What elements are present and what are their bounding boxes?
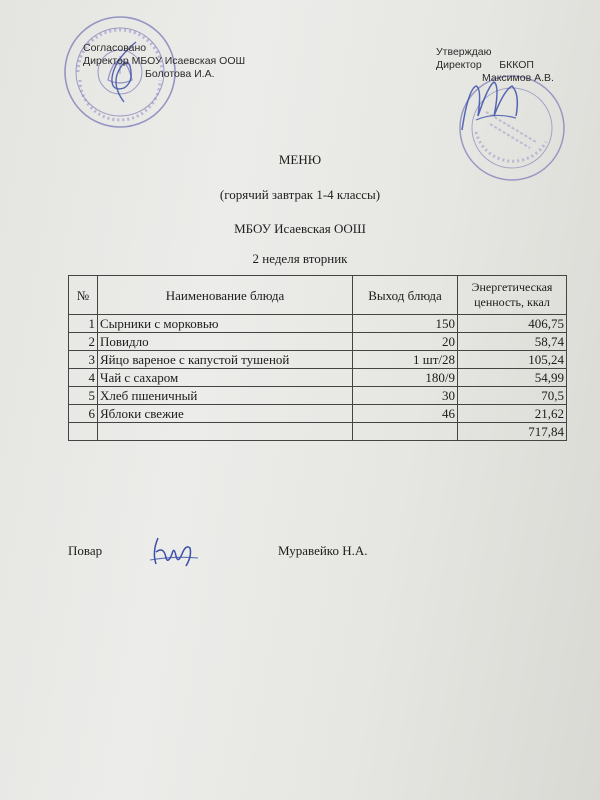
confirmation-line3: Максимов А.В.	[482, 72, 554, 84]
header-output: Выход блюда	[353, 276, 458, 315]
table-row	[69, 333, 567, 351]
confirmation-block	[436, 46, 554, 85]
row-output: 180/9	[353, 369, 458, 387]
row-energy: 70,5	[458, 387, 567, 405]
row-dish-name: Хлеб пшеничный	[98, 387, 353, 405]
total-energy: 717,84	[458, 423, 567, 441]
cook-role: Повар	[68, 543, 103, 558]
table-row	[69, 351, 567, 369]
table-row	[69, 315, 567, 333]
approval-line1: Согласовано	[83, 42, 147, 54]
cook-name: Муравейко Н.А.	[278, 543, 368, 558]
row-output: 1 шт/28	[353, 351, 458, 369]
row-dish-name: Яблоки свежие	[98, 405, 353, 423]
school-name: МБОУ Исаевская ООШ	[234, 221, 366, 236]
row-dish-name: Чай с сахаром	[98, 369, 353, 387]
row-number: 5	[69, 387, 98, 405]
week-day: 2 неделя вторник	[252, 251, 348, 266]
row-dish-name: Сырники с морковью	[98, 315, 353, 333]
total-empty-cell	[98, 423, 353, 441]
row-number: 1	[69, 315, 98, 333]
header-dish-name: Наименование блюда	[98, 276, 353, 315]
table-row	[69, 369, 567, 387]
row-number: 6	[69, 405, 98, 423]
menu-table	[68, 275, 567, 441]
row-dish-name: Яйцо вареное с капустой тушеной	[98, 351, 353, 369]
confirmation-line2: Директор БККОП	[436, 59, 534, 71]
table-row	[69, 387, 567, 405]
row-output: 20	[353, 333, 458, 351]
row-number: 4	[69, 369, 98, 387]
table-total-row	[69, 423, 567, 441]
approval-line3: Болотова И.А.	[145, 68, 215, 80]
row-output: 150	[353, 315, 458, 333]
approval-block	[83, 42, 245, 81]
row-output: 30	[353, 387, 458, 405]
row-energy: 406,75	[458, 315, 567, 333]
total-empty-cell	[353, 423, 458, 441]
row-energy: 21,62	[458, 405, 567, 423]
cook-signature	[144, 530, 204, 572]
row-energy: 105,24	[458, 351, 567, 369]
row-output: 46	[353, 405, 458, 423]
confirmation-line1: Утверждаю	[436, 46, 492, 58]
header-energy: Энергетическая ценность, ккал	[458, 276, 567, 315]
row-number: 3	[69, 351, 98, 369]
table-header-row	[69, 276, 567, 315]
header-number: №	[69, 276, 98, 315]
row-dish-name: Повидло	[98, 333, 353, 351]
total-empty-cell	[69, 423, 98, 441]
row-energy: 54,99	[458, 369, 567, 387]
menu-subtitle: (горячий завтрак 1-4 классы)	[219, 187, 381, 202]
menu-title: МЕНЮ	[278, 152, 322, 167]
approval-line2: Директор МБОУ Исаевская ООШ	[83, 55, 246, 67]
row-number: 2	[69, 333, 98, 351]
table-row	[69, 405, 567, 423]
row-energy: 58,74	[458, 333, 567, 351]
